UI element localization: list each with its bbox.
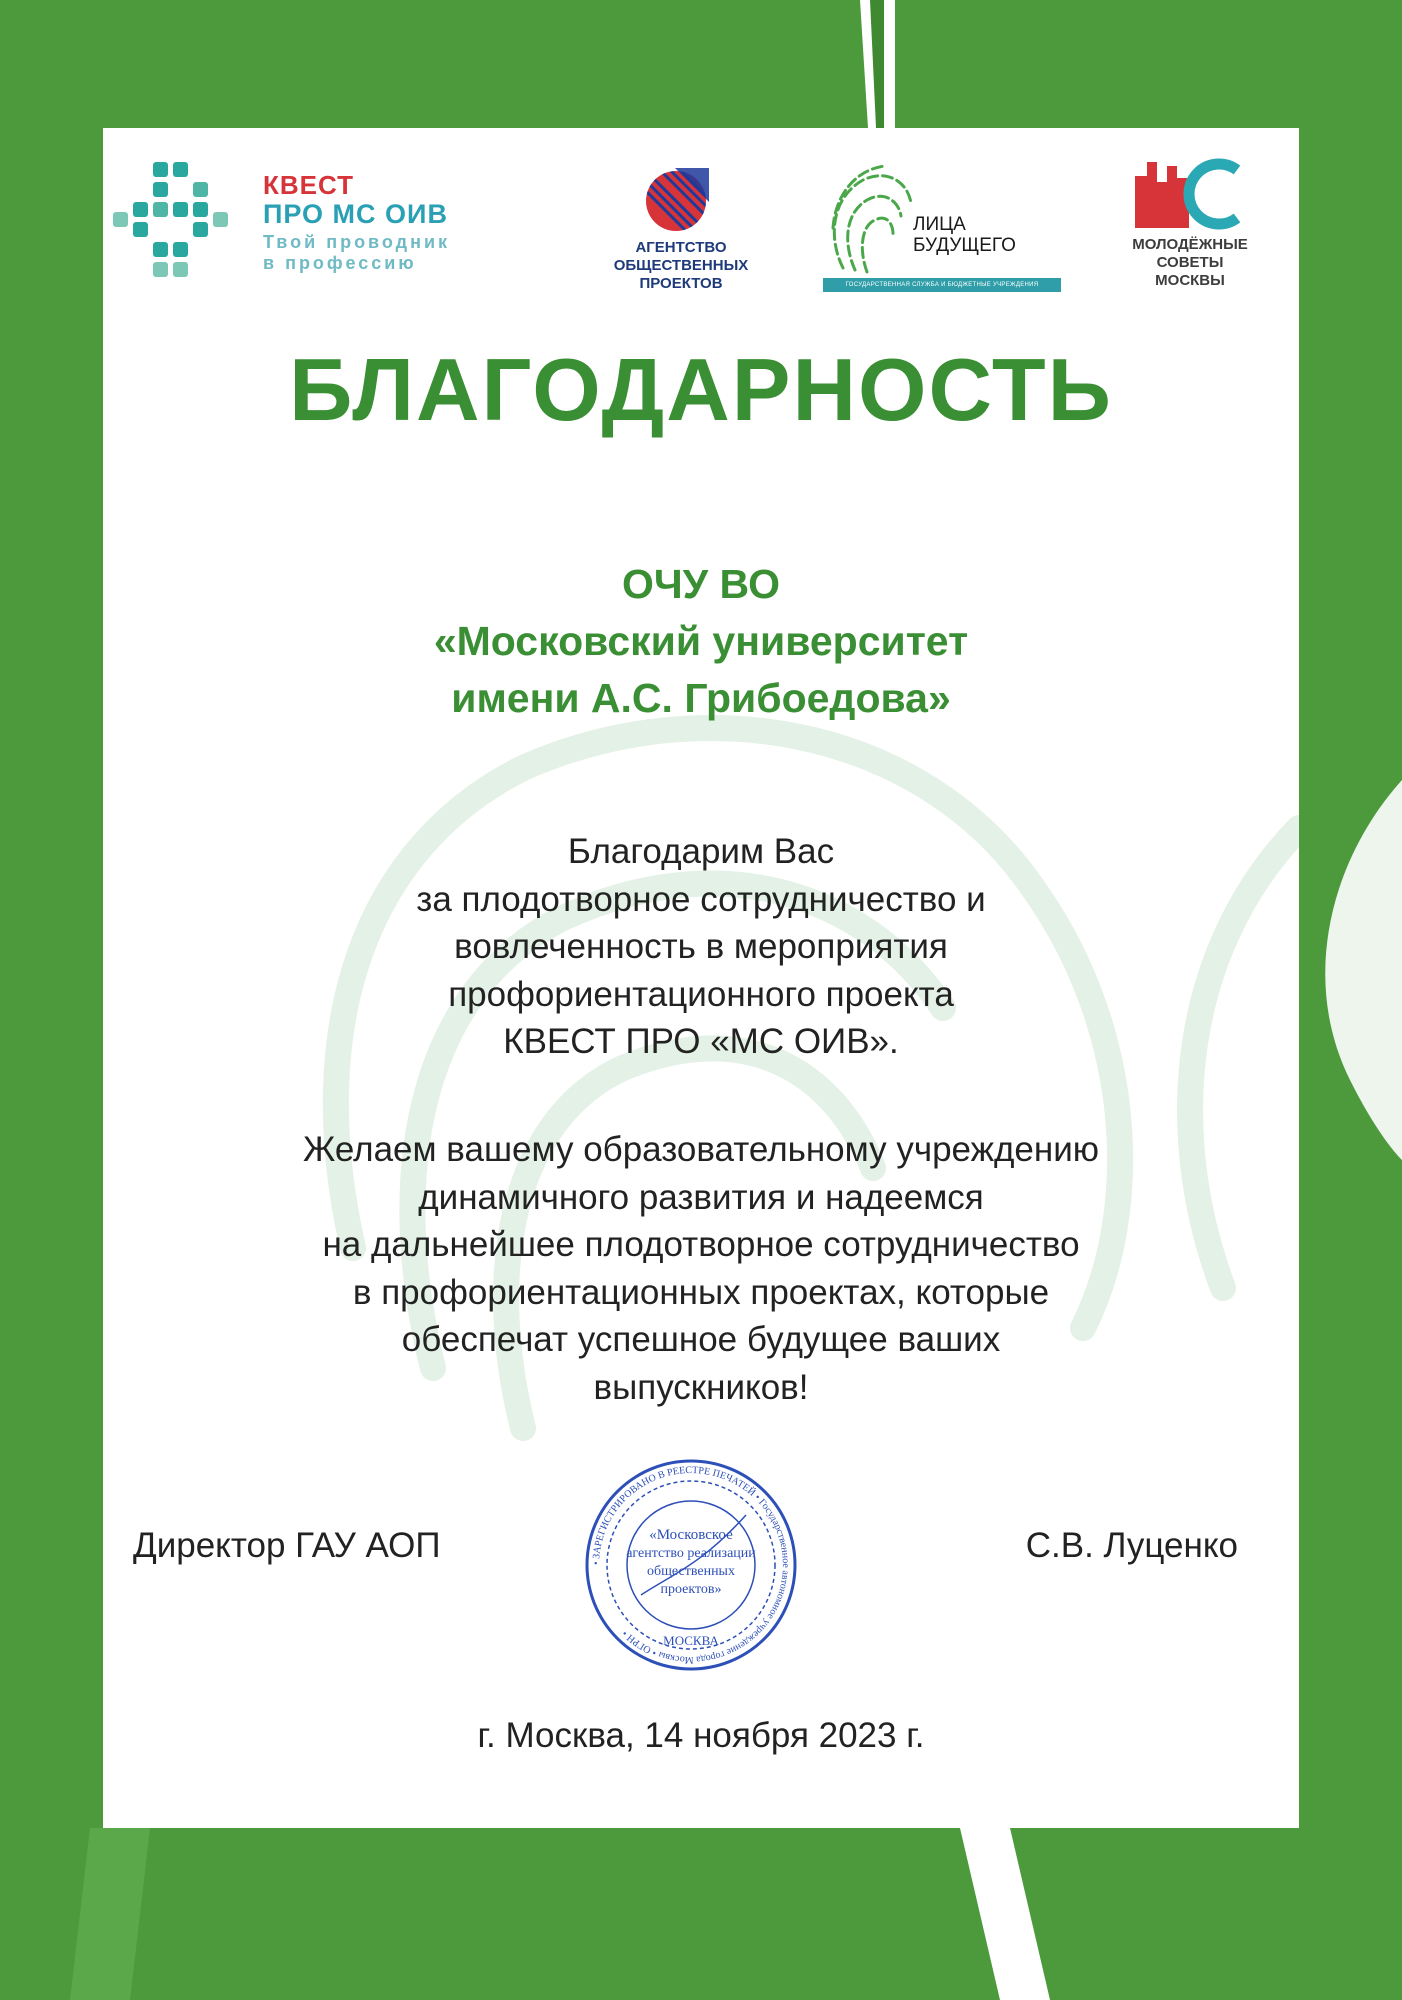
stamp-city: МОСКВА xyxy=(663,1633,719,1648)
lica-logo-banner: ГОСУДАРСТВЕННАЯ СЛУЖБА И БЮДЖЕТНЫЕ УЧРЕЖДЕНИЯ xyxy=(823,278,1061,292)
svg-text:• ЗАРЕГИСТРИРОВАНО В РЕЕСТРЕ П: • ЗАРЕГИСТРИРОВАНО В РЕЕСТРЕ ПЕЧАТЕЙ • Государственное автономное учреждение города Москвы • ОГРН • xyxy=(590,1464,792,1666)
official-stamp xyxy=(581,1455,801,1675)
mc-logo-line: МОЛОДЁЖНЫЕ xyxy=(1132,236,1248,253)
paragraph-line: на дальнейшее плодотворное сотрудничество xyxy=(322,1225,1080,1264)
mc-logo-icon xyxy=(1133,156,1243,232)
mc-logo-text xyxy=(1115,236,1265,290)
mc-logo-line: МОСКВЫ xyxy=(1155,272,1225,289)
stamp-line: «Московское xyxy=(649,1527,733,1543)
paragraph-line: обеспечат успешное будущее ваших xyxy=(401,1320,1001,1359)
kvest-tagline-line: в профессию xyxy=(263,253,417,273)
place-date: г. Москва, 14 ноября 2023 г. xyxy=(477,1716,925,1755)
lica-logo-line: БУДУЩЕГО xyxy=(913,235,1016,256)
stamp-line: агентство реализации xyxy=(626,1546,756,1561)
kvest-logo-icon xyxy=(103,128,263,288)
aop-logo-text xyxy=(596,239,766,293)
certificate-sheet xyxy=(103,128,1299,1828)
aop-logo-line: ПРОЕКТОВ xyxy=(639,275,723,292)
stamp-line: проектов» xyxy=(660,1582,722,1597)
mc-logo-line: СОВЕТЫ xyxy=(1156,254,1224,271)
aop-logo-line: АГЕНТСТВО xyxy=(635,239,727,256)
paragraph-line: в профориентационных проектах, которые xyxy=(352,1272,1050,1312)
stamp-line: общественных xyxy=(647,1564,735,1579)
recipient-line: ОЧУ ВО xyxy=(621,561,781,607)
aop-logo-line: ОБЩЕСТВЕННЫХ xyxy=(613,257,749,274)
kvest-tagline-line: Твой проводник xyxy=(263,232,451,252)
recipient-line: имени А.С. Грибоедова» xyxy=(451,675,951,721)
signatory-name: С.В. Луценко xyxy=(1025,1526,1238,1565)
lica-logo-text xyxy=(913,214,1016,256)
fingerprint-logo-icon xyxy=(823,158,913,276)
paragraph-line: вовлеченность в мероприятия xyxy=(454,927,948,966)
gratitude-paragraph xyxy=(103,828,1299,1066)
paragraph-line: за плодотворное сотрудничество и xyxy=(416,879,986,919)
kvest-logo-subtitle: ПРО МС ОИВ xyxy=(263,199,448,229)
recipient-line: «Московский университет xyxy=(433,618,969,664)
paragraph-line: Желаем вашему образовательному учреждению xyxy=(302,1130,1100,1169)
aop-logo-icon xyxy=(641,166,711,236)
page-title: БЛАГОДАРНОСТЬ xyxy=(289,340,1113,439)
paragraph-line: Благодарим Вас xyxy=(567,832,835,871)
kvest-logo-tagline xyxy=(263,232,523,274)
wishes-paragraph xyxy=(103,1126,1299,1411)
recipient-organization xyxy=(103,556,1299,727)
paragraph-line: профориентационного проекта xyxy=(448,974,954,1014)
paragraph-line: динамичного развития и надеемся xyxy=(418,1177,984,1217)
paragraph-line: выпускников! xyxy=(593,1367,809,1407)
paragraph-line: КВЕСТ ПРО «МС ОИВ». xyxy=(503,1022,899,1061)
kvest-logo-title: КВЕСТ xyxy=(263,170,354,200)
signatory-position: Директор ГАУ АОП xyxy=(133,1526,441,1565)
lica-logo-line: ЛИЦА xyxy=(913,214,966,235)
